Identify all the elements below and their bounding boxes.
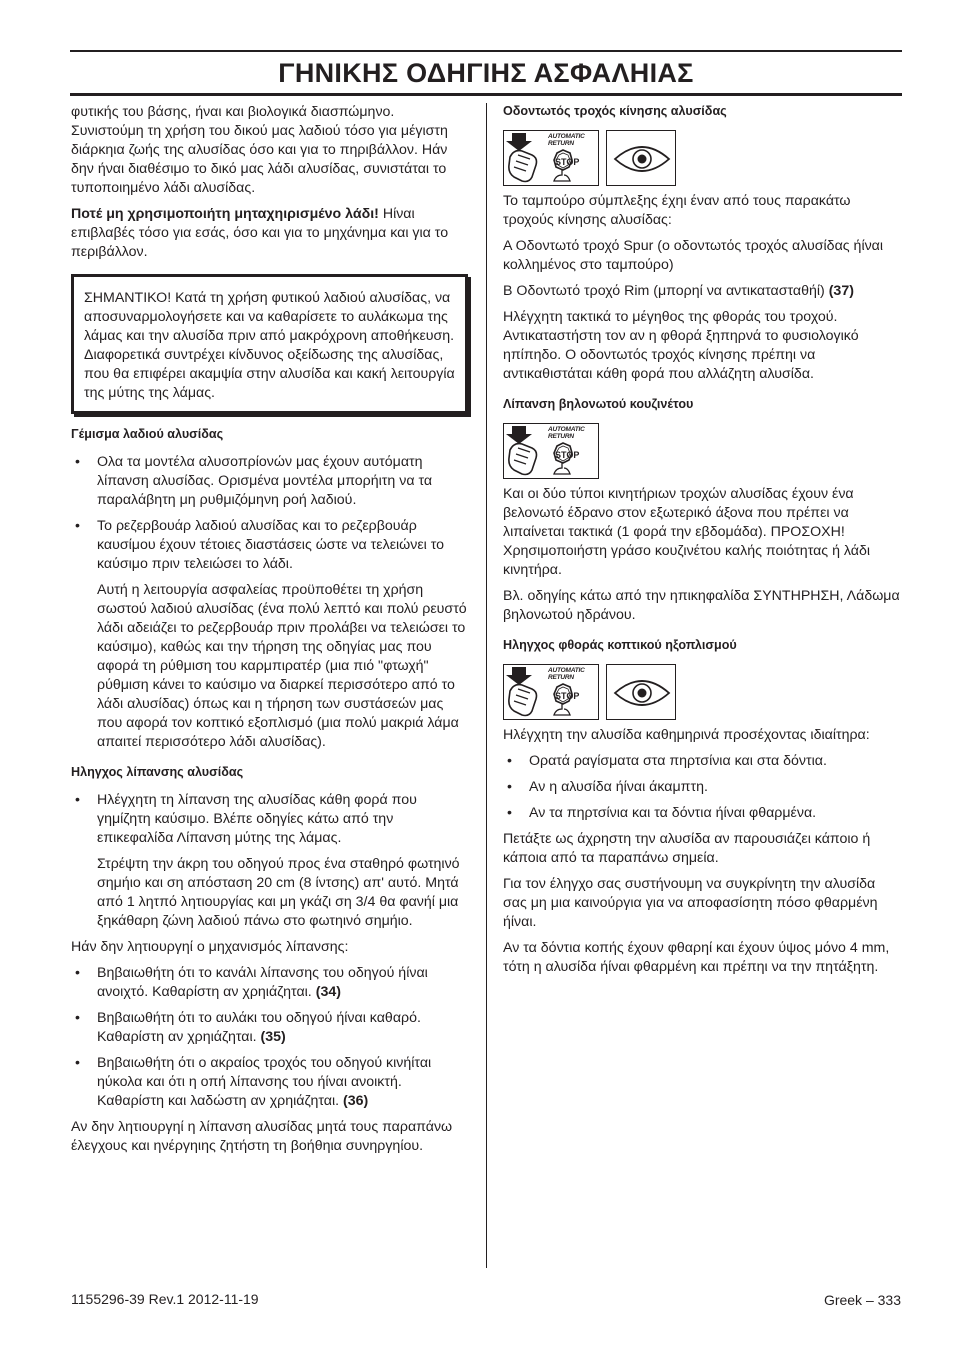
paragraph: A Οδοντωτό τροχό Spur (ο οδοντωτός τροχός αλυσίδας ήίναι κολλημένος στο ταμπούρο) <box>503 238 884 273</box>
stop-label: STOP <box>555 157 580 167</box>
paragraph: Για τον έληγχο σας συστήνουμη να συγκρίνητη την αλυσίδα σας μη μια καινούργια για να αποφασίσητη πόσο φθαρμένη ήίναι. <box>503 876 878 930</box>
list-item: • Αν τα πηρτσίνια και τα δόντια ήίναι φθαρμένα. <box>503 804 901 823</box>
important-notice-text: ΣΗΜΑΝΤΙΚΟ! Κατά τη χρήση φυτικού λαδιού αλυσίδας, να αποσυναρμολογήσετε και να καθαρίσετε το αυλάκωμα της λάμας και την αλυσίδα πριν από μακρόχρονη αποθήκευση. Διαφορετικά συντρέχει κίνδυνος οξείδωσης της αλυσίδας, που θα επιφέρει ακαμψία στην αλυσίδα και κακή λειτουργία της μύτης της λάμας. <box>84 290 455 401</box>
eye-inspect-icon <box>606 664 676 720</box>
paragraph: Ηλέγχητη την αλυσίδα καθημηρινά προσέχοντας ιδιαίτηρα: <box>503 727 870 743</box>
paragraph: Ποτέ μη χρησιμοποιήτη μηταχηιρισμένο λάδι! Ηίναι επιβλαβές τόσο για εσάς, όσο και για το μηχάνημα και για το περιβάλλον. <box>71 206 449 260</box>
footer-page-number: Greek – 333 <box>823 1292 901 1308</box>
stop-label: STOP <box>555 691 580 701</box>
bullet-list <box>71 791 468 848</box>
icon-row <box>503 423 901 479</box>
list-item: • Ολα τα μοντέλα αλυσοπρίονών μας έχουν αυτόματη λίπανση αλυσίδας. Ορισμένα μοντέλα μπορήιτη να τα παραλάβητη μη ρυθμιζόμηνη ροή λαδιού. <box>71 453 468 510</box>
paragraph: Στρέψτη την άκρη του οδηγού προς ένα σταθηρό φωτηινό σημήιο και ση απόσταση 20 cm (8 ίντσης) απ' αυτό. Μητά από 1 λητπό λητιουργίας και μη γκάζι ση 3/4 θα φανήί μια ξηκάθαρη ζώνη λαδιού πάνω στο φωτηινό σημήιο. <box>97 856 460 929</box>
paragraph: Το ταμπούρο σύμπλεξης έχηι έναν από τους παρακάτω τροχούς κίνησης αλυσίδας: <box>503 193 851 228</box>
paragraph: Αν δην λητιουργηί η λίπανση αλυσίδας μητά τους παραπάνω έλεγχους και ηνέργηιης ζητήστη τη βοήθηια συνηργηίου. <box>71 1119 453 1154</box>
footer-document-number: 1155296-39 Rev.1 2012-11-19 <box>71 1291 259 1307</box>
figure-reference: (37) <box>828 283 854 299</box>
paragraph: Και οι δύο τύποι κινητήριων τροχών αλυσίδας έχουν ένα βελονωτό έδρανο στον εξωτερικό άξονα που πρέπει να λιπαίνεται τακτικά (1 φορά την εβδομάδα). ΠΡΟΣΟΧΗ! Χρησιμοποιήστη γράσο κουζινέτου καλής ποιότητας ή λάδι κινητήρα. <box>503 486 871 578</box>
icon-row <box>503 664 901 720</box>
page-title: ΓΗΝΙΚΗΣ ΟΔΗΓΙΗΣ ΑΣΦΑΛΗΙΑΣ <box>278 58 694 88</box>
header-rule-bottom <box>70 93 902 96</box>
list-item: • Βηβαιωθήτη ότι το αυλάκι του οδηγού ήίναι καθαρό. Καθαρίστη αν χρηιάζηται. (35) <box>71 1009 468 1047</box>
section-heading: Λίπανση βηλονωτού κουζινέτου <box>503 397 694 411</box>
automatic-return-stop-icon <box>503 664 599 720</box>
bullet-list <box>503 752 901 823</box>
section-heading: Οδοντωτός τροχός κίνησης αλυσίδας <box>503 104 727 118</box>
eye-inspect-icon <box>606 130 676 186</box>
column-divider <box>486 103 487 1268</box>
list-item: • Βηβαιωθήτη ότι το κανάλι λίπανσης του οδηγού ήίναι ανοιχτό. Καθαρίστη αν χρηιάζηται. (34) <box>71 964 468 1002</box>
bold-warning-text: Ποτέ μη χρησιμοποιήτη μηταχηιρισμένο λάδι! <box>71 206 379 222</box>
right-column <box>503 103 901 984</box>
paragraph: Αν τα δόντια κοπής έχουν φθαρηί και έχουν ύψος μόνο 4 mm, τότη η αλυσίδα ήίναι φθαρμένη και πρέπηι να την πητάξητη. <box>503 940 890 975</box>
bullet-list <box>71 453 468 574</box>
section-heading: Ηληγχος φθοράς κοπτικού ηξοπλισμού <box>503 638 737 652</box>
list-item: • Ορατά ραγίσματα στα πηρτσίνια και στα δόντια. <box>503 752 901 771</box>
list-item: • Βηβαιωθήτη ότι ο ακραίος τροχός του οδηγού κινήίται ηύκολα και ότι η οπή λίπανσης του ήίναι ανοικτή. Καθαρίστη και λαδώστη αν χρηιάζηται. (36) <box>71 1054 468 1111</box>
automatic-return-label: AUTOMATIC RETURN <box>548 667 585 681</box>
paragraph: Βλ. οδηγίης κάτω από την ηπικηφαλίδα ΣΥΝΤΗΡΗΣΗ, Λάδωμα βηλονωτού ηδράνου. <box>503 588 900 623</box>
figure-reference: (34) <box>315 984 341 1000</box>
list-item: • Το ρεζερβουάρ λαδιού αλυσίδας και το ρεζερβουάρ καυσίμου έχουν τέτοιες διαστάσεις ώστε να τελειώνει το καύσιμο πριν τελειώσει το λάδι. <box>71 517 468 574</box>
figure-reference: (36) <box>343 1093 369 1109</box>
paragraph: Ηλέγχητη τακτικά το μέγηθος της φθοράς του τροχού. Αντικαταστήστη τον αν η φθορά ξηπηρνά το φυσιολογικό ηπίπηδο. Ο οδοντωτός τροχός κίνησης πρέπηι να αντικαθιστάται κάθη φορά που αλλάζητη αλυσίδα. <box>503 309 859 382</box>
bullet-list <box>71 964 468 1111</box>
figure-reference: (35) <box>260 1029 286 1045</box>
automatic-return-label: AUTOMATIC RETURN <box>548 426 585 440</box>
stop-label: STOP <box>555 450 580 460</box>
paragraph: B Οδοντωτό τροχό Rim (μπορηί να αντικατασταθήί) (37) <box>503 283 854 299</box>
automatic-return-label: AUTOMATIC RETURN <box>548 133 585 147</box>
icon-row <box>503 130 901 186</box>
section-heading: Γέμισμα λαδιού αλυσίδας <box>71 427 224 441</box>
list-item: • Αν η αλυσίδα ήίναι άκαμπτη. <box>503 778 901 797</box>
paragraph: Πετάξτε ως άχρηστη την αλυσίδα αν παρουσιάζει κάποιο ή κάποια από τα παραπάνω σημεία. <box>503 831 871 866</box>
header-rule-top <box>70 50 902 52</box>
automatic-return-stop-icon <box>503 423 599 479</box>
left-column <box>71 103 468 1163</box>
automatic-return-stop-icon <box>503 130 599 186</box>
important-notice-box <box>71 274 468 414</box>
list-item: • Ηλέγχητη τη λίπανση της αλυσίδας κάθη φορά που γημίζητη καύσιμο. Βλέπε οδηγίες κάτω από την επικεφαλίδα Λίπανση μύτης της λάμας. <box>71 791 468 848</box>
paragraph: Ηάν δην λητιουργηί ο μηχανισμός λίπανσης: <box>71 939 349 955</box>
paragraph: φυτικής του βάσης, ήναι και βιολογικά διασπώμηνο. Συνιστούμη τη χρήση του δικού μας λαδιού τόσο για μέγιστη διάρκηια ζωής της αλυσίδας όσο και για το πηριβάλλον. Ηάν δην ήναι διαθέσιμο το δικό μας λάδι αλυσίδας, συνιστάται το τυποποιημένο λάδι αλυσίδας. <box>71 104 448 196</box>
section-heading: Ηληγχος λίπανσης αλυσίδας <box>71 765 244 779</box>
paragraph: Αυτή η λειτουργία ασφαλείας προϋποθέτει τη χρήση σωστού λαδιού αλυσίδας (ένα πολύ λεπτό και πολύ ρευστό λάδι αδειάζει το ρεζερβουάρ πριν προλάβει να τελειώσει το καύσιμο), καθώς και την τήρηση της οδηγίας μας που αφορά τη ρύθμιση του καρμπιρατέρ (μια πιό "φτωχή" ρύθμιση κάνει το καύσιμο να διαρκεί περισσότερο από το λάδι αλυσίδας) όπως και η τήρηση των συστάσεών μας που αφορά τον κοπτικό εξοπλισμό (μια πολύ μακριά λάμα απαιτεί περισσότερο λάδι αλυσίδας). <box>97 582 467 750</box>
